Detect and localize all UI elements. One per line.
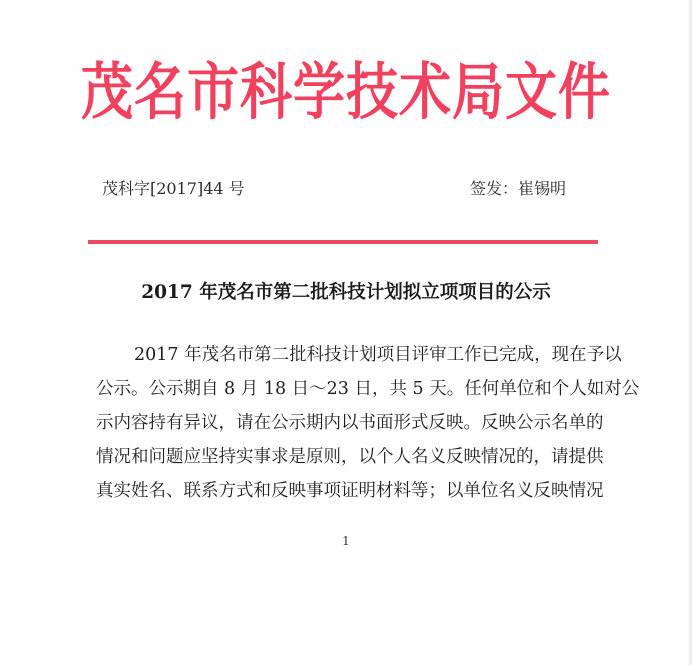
- notice-title: 2017 年茂名市第二批科技计划拟立项项目的公示: [141, 282, 551, 303]
- red-header-title: 茂名市科学技术局文件: [80, 56, 611, 129]
- body-line-3: 示内容持有异议，请在公示期内以书面形式反映。反映公示名单的: [96, 413, 604, 433]
- body-line-5: 真实姓名、联系方式和反映事项证明材料等；以单位名义反映情况: [96, 481, 604, 501]
- body-line-4: 情况和问题应坚持实事求是原则，以个人名义反映情况的，请提供: [96, 447, 604, 467]
- notice-body: [96, 338, 640, 508]
- red-divider-line: [88, 240, 598, 244]
- body-line-2: 公示。公示期自 8 月 18 日～23 日，共 5 天。任何单位和个人如对公: [96, 379, 640, 399]
- signer-label: 签发：崔锡明: [470, 179, 567, 198]
- document-number: 茂科字[2017]44 号: [102, 179, 245, 198]
- page-number: 1: [342, 534, 350, 548]
- body-line-1: 2017 年茂名市第二批科技计划项目评审工作已完成，现在予以: [134, 345, 622, 365]
